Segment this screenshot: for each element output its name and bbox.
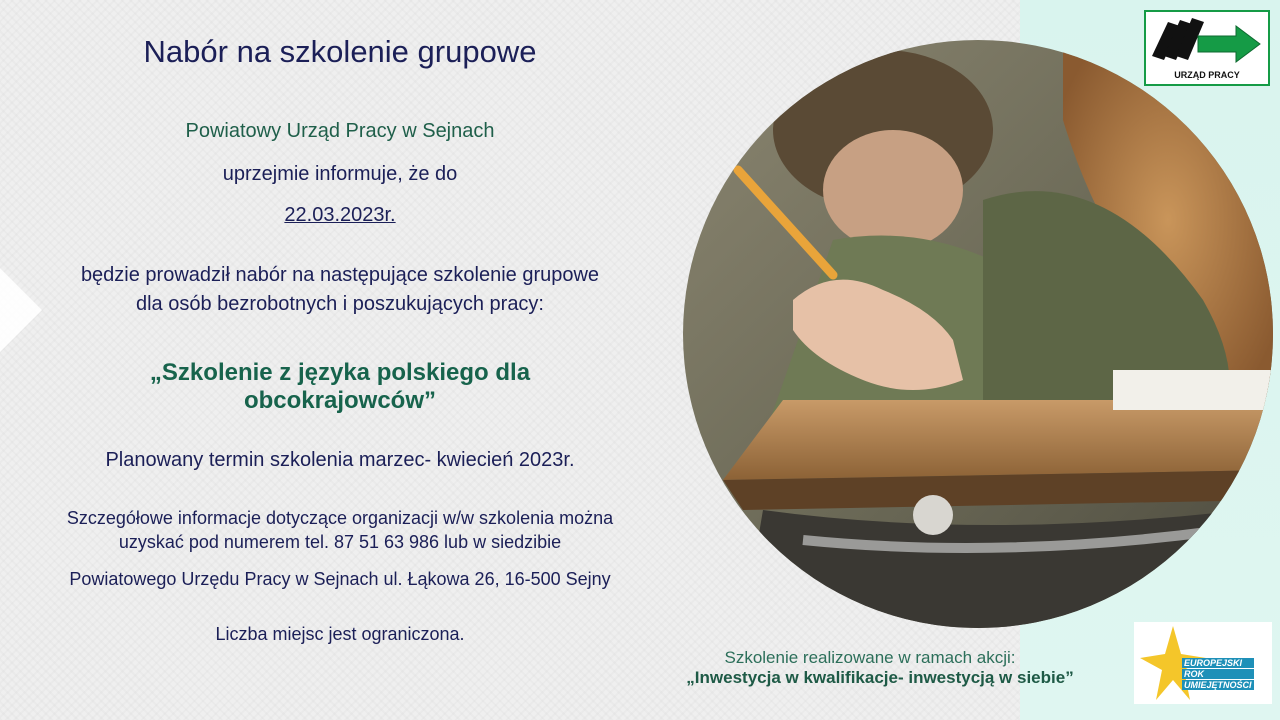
details-text — [40, 506, 640, 554]
description-line: dla osób bezrobotnych i poszukujących pracy: — [135, 293, 544, 315]
office-address: Powiatowego Urzędu Pracy w Sejnach ul. Łąkowa 26, 16-500 Sejny — [69, 569, 611, 589]
eu-logo-line: ROK — [1182, 669, 1254, 679]
description-line: będzie prowadził nabór na następujące szkolenie grupowe — [80, 264, 600, 286]
eu-logo-text — [1182, 658, 1254, 691]
european-year-of-skills-logo — [1134, 622, 1272, 704]
planned-term: Planowany termin szkolenia marzec- kwiecień 2023r. — [105, 449, 575, 471]
course-name-line: obcokrajowców” — [243, 387, 437, 414]
page-title: Nabór na szkolenie grupowe — [143, 34, 537, 69]
details-line: Szczegółowe informacje dotyczące organizacji w/w szkolenia można — [66, 508, 614, 528]
arrow-right-icon — [1146, 12, 1268, 68]
recruitment-description — [0, 261, 680, 319]
urzad-pracy-logo — [1144, 10, 1270, 86]
action-caption: Szkolenie realizowane w ramach akcji: — [724, 648, 1016, 667]
action-slogan: „Inwestycja w kwalifikacje- inwestycją w siebie” — [686, 668, 1074, 687]
student-writing-photo — [683, 40, 1273, 628]
course-name-line: „Szkolenie z języka polskiego dla — [149, 359, 531, 386]
organization-name: Powiatowy Urząd Pracy w Sejnach — [185, 120, 495, 142]
deadline-date: 22.03.2023r. — [284, 204, 396, 226]
logo-label: URZĄD PRACY — [1174, 70, 1240, 80]
limited-places-note: Liczba miejsc jest ograniczona. — [215, 624, 465, 644]
eu-logo-line: EUROPEJSKI — [1182, 658, 1254, 668]
inform-text: uprzejmie informuje, że do — [222, 163, 458, 185]
eu-logo-line: UMIEJĘTNOŚCI — [1184, 680, 1252, 690]
course-name — [80, 359, 600, 415]
details-line: uzyskać pod numerem tel. 87 51 63 986 lub w siedzibie — [118, 532, 562, 552]
